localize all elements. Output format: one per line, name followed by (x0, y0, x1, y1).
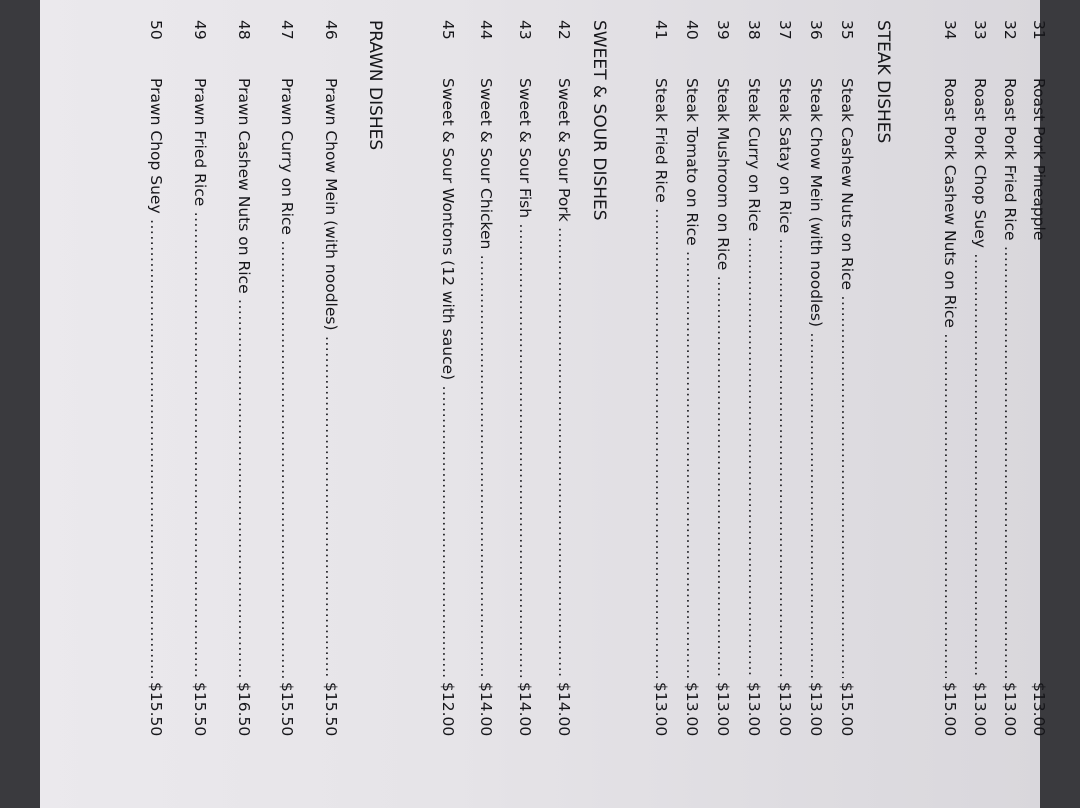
item-number: 40 (683, 20, 701, 40)
item-description: Steak Satay on Rice ..... (770, 78, 800, 678)
menu-item (185, 0, 215, 808)
item-number: 36 (807, 20, 825, 40)
item-description: Steak Cashew Nuts on Rice ..... (832, 78, 862, 678)
item-number: 43 (516, 20, 534, 40)
section-heading-sweet-sour: SWEET & SOUR DISHES (589, 20, 609, 221)
menu-item-clipped (1024, 0, 1054, 808)
item-price: $14.00 (477, 682, 495, 737)
item-description: Roast Pork Cashew Nuts on Rice ..... (935, 78, 965, 678)
menu-item (549, 0, 579, 808)
item-number: 39 (714, 20, 732, 40)
item-price: $15.50 (191, 682, 209, 737)
menu-item (935, 0, 965, 808)
item-description: Prawn Curry on Rice ..... (272, 78, 302, 678)
item-number: 45 (439, 20, 457, 40)
item-number: 41 (652, 20, 670, 40)
item-number: 34 (941, 20, 959, 40)
item-price: $15.00 (838, 682, 856, 737)
item-price: $13.00 (652, 682, 670, 737)
item-number: 50 (147, 20, 165, 40)
item-number: 46 (322, 20, 340, 40)
menu-item (646, 0, 676, 808)
section-heading-steak: STEAK DISHES (873, 20, 893, 144)
menu-item (739, 0, 769, 808)
item-description: Prawn Chop Suey ..... (141, 78, 171, 678)
item-description: Prawn Chow Mein (with noodles) ..... (316, 78, 346, 678)
item-price: $14.00 (555, 682, 573, 737)
item-description: Sweet & Sour Fish ..... (510, 78, 540, 678)
item-number: 47 (278, 20, 296, 40)
menu-item (995, 0, 1025, 808)
item-description: Roast Pork Chop Suey ..... (965, 78, 995, 678)
item-number: 35 (838, 20, 856, 40)
item-price: $16.50 (235, 682, 253, 737)
section-heading-prawn: PRAWN DISHES (365, 20, 385, 151)
item-price: $13.00 (1001, 682, 1019, 737)
item-description: Prawn Fried Rice ..... (185, 78, 215, 678)
item-number: 37 (776, 20, 794, 40)
item-description: Steak Fried Rice ..... (646, 78, 676, 678)
menu-item (832, 0, 862, 808)
item-description: Steak Chow Mein (with noodles) ..... (801, 78, 831, 678)
item-price: $13.00 (745, 682, 763, 737)
item-number: 44 (477, 20, 495, 40)
item-description: Prawn Cashew Nuts on Rice ..... (229, 78, 259, 678)
item-price: $15.50 (322, 682, 340, 737)
item-description: Roast Pork Pineapple (1030, 78, 1048, 241)
menu-item (770, 0, 800, 808)
menu-item (510, 0, 540, 808)
item-description: Sweet & Sour Chicken ..... (471, 78, 501, 678)
item-number: 49 (191, 20, 209, 40)
menu-page (40, 0, 1048, 808)
item-price: $13.00 (1030, 682, 1048, 737)
item-price: $13.00 (807, 682, 825, 737)
menu-item (229, 0, 259, 808)
menu-item (433, 0, 463, 808)
item-number: 48 (235, 20, 253, 40)
item-number: 31 (1030, 20, 1048, 40)
item-description: Sweet & Sour Pork ..... (549, 78, 579, 678)
item-price: $15.50 (278, 682, 296, 737)
menu-item (801, 0, 831, 808)
item-description: Steak Tomato on Rice ..... (677, 78, 707, 678)
menu-item (471, 0, 501, 808)
item-price: $12.00 (439, 682, 457, 737)
menu-item (965, 0, 995, 808)
item-description: Steak Mushroom on Rice ..... (708, 78, 738, 678)
item-number: 32 (1001, 20, 1019, 40)
item-number: 42 (555, 20, 573, 40)
item-price: $14.00 (516, 682, 534, 737)
item-price: $13.00 (971, 682, 989, 737)
menu-item (677, 0, 707, 808)
menu-item (141, 0, 171, 808)
item-price: $13.00 (714, 682, 732, 737)
item-price: $13.00 (776, 682, 794, 737)
item-price: $13.00 (683, 682, 701, 737)
item-number: 38 (745, 20, 763, 40)
item-description: Steak Curry on Rice ..... (739, 78, 769, 678)
menu-item (272, 0, 302, 808)
item-price: $15.50 (147, 682, 165, 737)
item-price: $15.00 (941, 682, 959, 737)
item-description: Roast Pork Fried Rice ..... (995, 78, 1025, 678)
menu-item (316, 0, 346, 808)
item-number: 33 (971, 20, 989, 40)
item-description: Sweet & Sour Wontons (12 with sauce) ..... (433, 78, 463, 678)
menu-item (708, 0, 738, 808)
